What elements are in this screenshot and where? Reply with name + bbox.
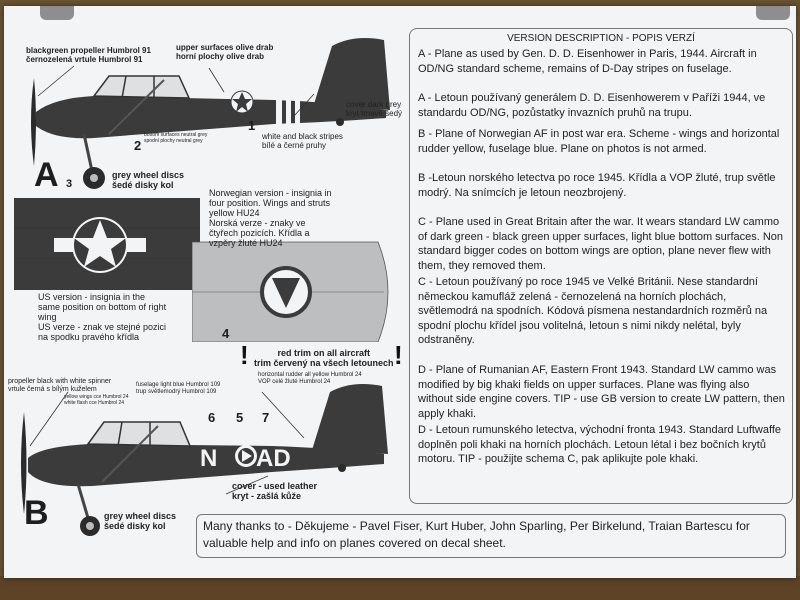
plane-a-num-2: 2 — [134, 138, 142, 153]
plane-b-code-ad: AD — [256, 445, 291, 472]
exclamation-icon-right: ! — [394, 340, 403, 370]
plane-b-wheels-label: grey wheel discs šedé disky kol — [104, 511, 177, 531]
plane-b-rudder-label: horizontal rudder all yellow Humbrol 24 VOP celé žluté Humbrol 24 — [258, 372, 362, 385]
plane-a-upper-label: upper surfaces olive drab horní plochy olive drab — [176, 43, 274, 61]
plane-b-fuselage-label: fuselage light blue Humbrol 109 trup světlemodrý Humbrol 109 — [136, 382, 221, 395]
version-description-panel — [409, 28, 793, 504]
norwegian-wing-num: 4 — [222, 326, 230, 341]
version-a-en: A - Plane as used by Gen. D. D. Eisenhower in Paris, 1944. Aircraft in OD/NG standard scheme, remains of D-Day stripes on fuselage. — [418, 48, 757, 75]
norwegian-wing-label: Norwegian version - insignia in four position. Wings and struts yellow HU24 Norská verze - znaky ve čtyřech pozicích. Křídla a vzpěry žluté HU24 — [209, 188, 332, 248]
plane-b-letter: B — [24, 494, 49, 532]
plane-a-wheels-label: grey wheel discs šedé disky kol — [112, 170, 185, 190]
plane-b-code-n: N — [200, 445, 218, 472]
binder-clip-right — [756, 6, 790, 20]
plane-a-letter: A — [34, 156, 59, 194]
binder-clip-left — [40, 6, 74, 20]
version-c-cz: C - Letoun používaný po roce 1945 ve Velké Británii. Nese standardní německou kamufláž zelená - černozelená na horních plochách, světlemodrá na spodních. Kódová písmena nestandardních rozměrů na spodní plochu křídel jsou volitelná, letoun s nimi nikdy nelétal, byly odstraněny. — [418, 276, 768, 346]
red-trim-note: red trim on all aircraft trim červený na všech letounech — [254, 348, 394, 368]
instruction-sheet — [4, 6, 796, 578]
version-d-en: D - Plane of Rumanian AF, Eastern Front 1943. Standard LW cammo was modified by big khaki fields on upper surfaces. Plane was flying also without side engine covers. TIP - use GB version to create LW pattern, then apply khaki. — [418, 364, 785, 420]
version-b-en: B - Plane of Norwegian AF in post war era. Scheme - wings and horizontal rudder yellow, fuselage blue. Plane on photos is not armed. — [418, 128, 780, 155]
plane-a-bottom-label: bottom surfaces neutral grey spodní plochy neutral grey — [144, 132, 208, 144]
plane-b-propeller-label: propeller black with white spinner vrtule černá s bílým kuželem — [8, 378, 112, 393]
us-wing-view — [14, 198, 200, 290]
version-b-cz: B -Letoun norského letectva po roce 1945. Křídla a VOP žluté, trup světle modrý. Na snímcích je letoun neozbrojený. — [418, 172, 776, 199]
plane-b-num-5: 5 — [236, 410, 244, 425]
plane-b-cover-label: cover - used leather kryt - zašlá kůže — [232, 481, 318, 501]
plane-b-num-7: 7 — [262, 410, 270, 425]
thanks-box: Many thanks to - Děkujeme - Pavel Fiser, Kurt Huber, John Sparling, Per Birkelund, Traian Bartescu for valuable help and info on planes covered on decal sheet. — [196, 514, 786, 558]
plane-a-num-1: 1 — [248, 118, 256, 133]
plane-a-stripes-label: white and black stripes bílé a černé pruhy — [262, 132, 343, 150]
version-c-en: C - Plane used in Great Britain after the war. It wears standard LW cammo of dark green - black green upper surfaces, light blue bottom surfaces. Non standard bigger codes on bottom wings are option, plane never flew with them, they removed them. — [418, 216, 784, 272]
table-surface — [0, 576, 800, 600]
plane-a-cover-label: cover dark grey kryt tmavě šedý — [346, 100, 403, 118]
version-d-cz: D - Letoun rumunského letectva, východní fronta 1943. Standard Luftwaffe doplněn poli khaki na horních plochách. Letoun létal i bez bočních krytů motoru. TIP - použijte schema C, pak aplikujte pole khaki. — [418, 424, 782, 465]
version-a-cz: A - Letoun používaný generálem D. D. Eisenhowerem v Paříži 1944, ve standardu OD/NG, pozůstatky invazních pruhů na trupu. — [418, 92, 766, 119]
plane-a-propeller-label: blackgreen propeller Humbrol 91 černozelená vrtule Humbrol 91 — [26, 46, 151, 64]
plane-a-num-3: 3 — [66, 178, 73, 190]
exclamation-icon-left: ! — [240, 340, 249, 370]
us-wing-label: US version - insignia in the same position on bottom of right wing US verze - znak ve stejné pozici na spodku pravého křídla — [38, 292, 167, 342]
plane-b-num-6: 6 — [208, 410, 216, 425]
plane-b-yellow-label: yellow wings cce Humbrol 24 white flash cce Humbrol 24 — [64, 394, 129, 406]
version-description-title: VERSION DESCRIPTION - POPIS VERZÍ — [507, 33, 695, 44]
